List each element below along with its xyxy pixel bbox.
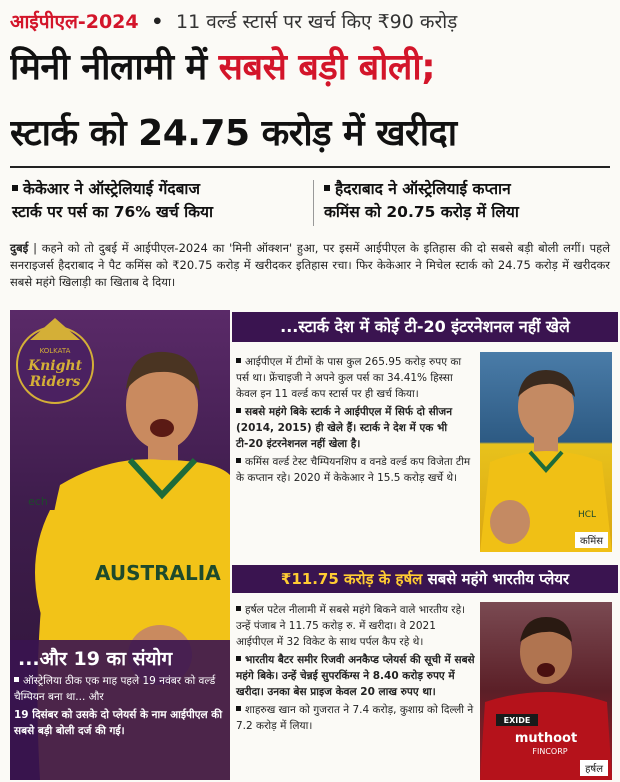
banner-harshal-text: सबसे महंगे भारतीय प्लेयर: [422, 570, 570, 588]
intro-text: कहने को तो दुबई में आईपीएल-2024 का 'मिनी ऑक्शन' हुआ, पर इसमें आईपीएल के इतिहास की दो सबसे बड़ी बोली लगीं। पहले सनराइजर्स हैदराबाद ने पैट कमिंस को ₹20.75 करोड़ में खरीदकर इतिहास रचा। फिर केकेआर ने मिचेल स्टार्क को 24.75 करोड़ में खरीदकर सबसे महंगे खिलाड़ी का खिताब दे दिया।: [10, 241, 611, 289]
banner-harshal: [232, 565, 618, 593]
subhead-left-line2: स्टार्क पर पर्स का 76% खर्च किया: [12, 203, 214, 221]
bullet-1: आईपीएल में टीमों के पास कुल 265.95 करोड़ रुपए का पर्स था। फ्रेंचाइजी ने अपने कुल पर्स का 34.41% हिस्सा केवल इन 11 वर्ल्ड कप स्टार्स पर ही खर्च किया।: [236, 356, 462, 400]
kkr-logo-line3: Riders: [29, 374, 81, 390]
combo-text-2: 19 दिसंबर को उसके दो प्लेयर्स के नाम आईपीएल की सबसे बड़ी बोली दर्ज की गई।: [14, 709, 223, 737]
subhead-right-line1: हैदराबाद ने ऑस्ट्रेलियाई कप्तान: [335, 180, 511, 198]
headline-line-2: स्टार्क को 24.75 करोड़ में खरीदा: [10, 113, 457, 154]
square-bullet-icon: [236, 606, 241, 611]
subhead-right: [324, 178, 614, 224]
cummins-illustration: [480, 352, 612, 552]
bullet-2: सबसे महंगे बिके स्टार्क ने आईपीएल में सिर्फ दो सीजन (2014, 2015) ही खेले हैं। स्टार्क ने देश में एक भी टी-20 इंटरनेशनल नहीं खेला है।: [236, 406, 453, 450]
dateline: दुबई: [10, 241, 29, 255]
combo-title: ...और 19 का संयोग: [18, 648, 173, 670]
square-bullet-icon: [12, 185, 18, 191]
intro-paragraph: [10, 240, 610, 291]
square-bullet-icon: [236, 408, 241, 413]
square-bullet-icon: [236, 358, 241, 363]
headline-part-b: सबसे बड़ी बोली;: [218, 47, 436, 88]
harshal-sponsor-3: FINCORP: [532, 747, 568, 756]
headline-part-a: मिनी नीलामी में: [10, 47, 219, 88]
harshal-photo: [480, 602, 612, 780]
harshal-caption: हर्षल: [580, 760, 608, 776]
cummins-caption: कमिंस: [575, 532, 608, 548]
jersey-sponsor: ech: [28, 495, 48, 508]
bullet-5: भारतीय बैटर समीर रिजवी अनकैप्ड प्लेयर्स की सूची में सबसे महंगे बिके। उन्हें चेन्नई सुपरकिंग्स ने 8.40 करोड़ रुपए में खरीदा। उनका बेस प्राइज केवल 20 लाख रुपए था।: [236, 654, 475, 698]
kkr-logo-line1: KOLKATA: [39, 347, 71, 355]
dateline-separator: |: [28, 241, 42, 255]
bullet-6: शाहरुख खान को गुजरात ने 7.4 करोड़, कुशाग्र को दिल्ली ने 7.2 करोड़ में लिया।: [236, 704, 474, 732]
bullet-3: कमिंस वर्ल्ड टेस्ट चैम्पियनशिप व वनडे वर्ल्ड कप विजेता टीम के कप्तान रहे। 2020 में केकेआर ने 15.5 करोड़ खर्चे थे।: [236, 456, 471, 484]
harshal-sponsor-1: EXIDE: [503, 716, 531, 725]
square-bullet-icon: [236, 656, 241, 661]
divider-rule: [10, 166, 610, 168]
banner-harshal-highlight: ₹11.75 करोड़ के हर्षल: [280, 570, 423, 588]
square-bullet-icon: [236, 458, 241, 463]
subhead-left: [12, 178, 308, 224]
headline-line-1: [10, 46, 610, 90]
bullets-block-1: [236, 354, 476, 488]
combo-text-1: ऑस्ट्रेलिया ठीक एक माह पहले 19 नवंबर को वर्ल्ड चैम्पियन बना था... और: [14, 675, 216, 703]
square-bullet-icon: [14, 677, 19, 682]
kicker-bullet: •: [151, 11, 164, 33]
jersey-text: AUSTRALIA: [95, 561, 221, 585]
kicker-brand: आईपीएल-2024: [10, 11, 139, 33]
kicker: [10, 8, 610, 38]
banner-starc: ...स्टार्क देश में कोई टी-20 इंटरनेशनल नहीं खेले: [232, 312, 618, 342]
harshal-sponsor-2: muthoot: [514, 731, 578, 746]
combo-box: [14, 645, 228, 739]
bullets-block-2: [236, 602, 476, 736]
cummins-sponsor: HCL: [578, 510, 597, 520]
harshal-illustration: [480, 602, 612, 780]
subhead-divider: [313, 180, 314, 226]
kicker-text: 11 वर्ल्ड स्टार्स पर खर्च किए ₹90 करोड़: [176, 11, 458, 33]
square-bullet-icon: [324, 185, 330, 191]
bullet-4: हर्षल पटेल नीलामी में सबसे महंगे बिकने वाले भारतीय रहे। उन्हें पंजाब ने 11.75 करोड़ रु. में खरीदा। वे 2021 आईपीएल में 32 विकेट के साथ पर्पल कैप रहे थे।: [236, 604, 466, 648]
subhead-right-line2: कमिंस को 20.75 करोड़ में लिया: [324, 203, 519, 221]
kkr-logo-line2: Knight: [27, 358, 83, 374]
cummins-photo: [480, 352, 612, 552]
subhead-left-line1: केकेआर ने ऑस्ट्रेलियाई गेंदबाज: [23, 180, 200, 198]
square-bullet-icon: [236, 706, 241, 711]
